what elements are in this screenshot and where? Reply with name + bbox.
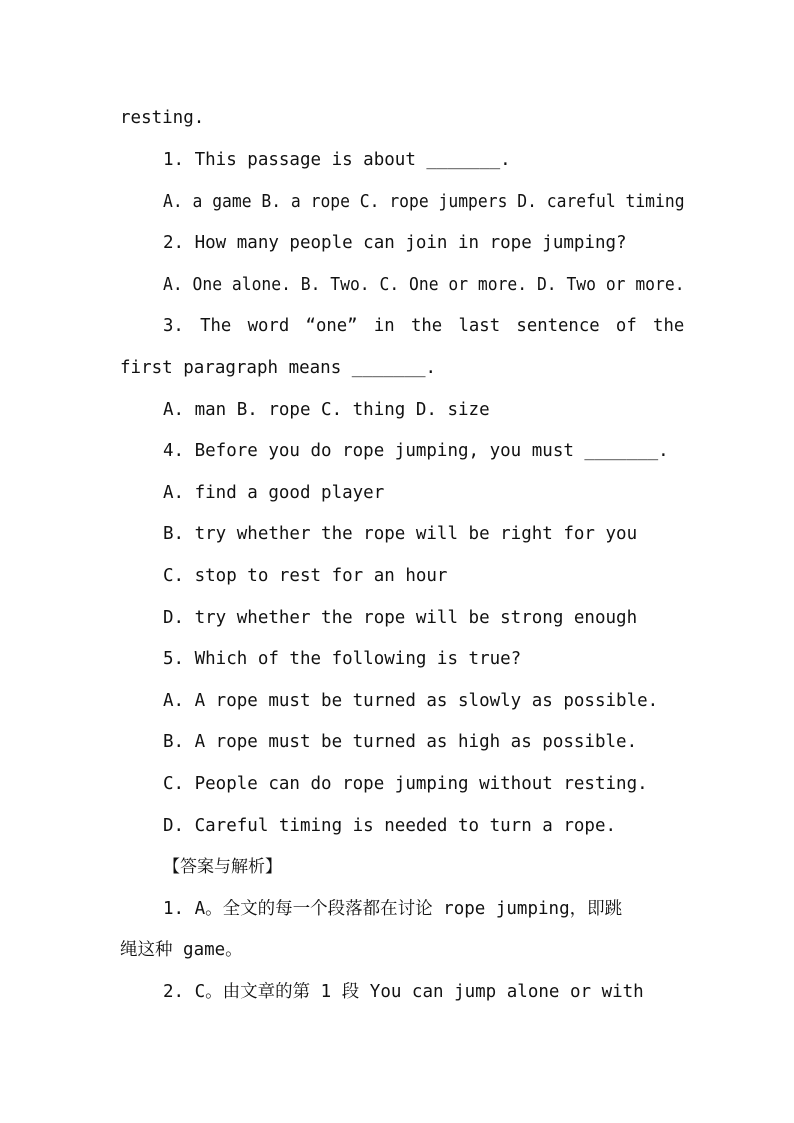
answer-1: 1. A。全文的每一个段落都在讨论 rope jumping，即跳 — [163, 899, 623, 919]
answer-1-continued: 绳这种 game。 — [120, 940, 243, 960]
question-4-option-d: D. try whether the rope will be strong enough — [163, 608, 638, 628]
answer-section-heading: 【答案与解析】 — [163, 857, 282, 877]
question-5-option-b: B. A rope must be turned as high as possible. — [163, 732, 638, 752]
question-5-option-d: D. Careful timing is needed to turn a rope. — [163, 816, 617, 836]
question-4-option-c: C. stop to rest for an hour — [163, 566, 448, 586]
text-line-continuation: resting. — [120, 108, 205, 128]
question-5: 5. Which of the following is true? — [163, 649, 522, 669]
question-4: 4. Before you do rope jumping, you must _______. — [163, 441, 669, 461]
question-2: 2. How many people can join in rope jumping? — [163, 233, 627, 253]
answer-2: 2. C。由文章的第 1 段 You can jump alone or with — [163, 982, 644, 1002]
question-2-options: A. One alone. B. Two. C. One or more. D. Two or more. — [163, 275, 685, 295]
question-4-option-b: B. try whether the rope will be right for you — [163, 524, 638, 544]
question-3: 3. The word “one” in the last sentence of the — [163, 316, 685, 336]
question-5-option-a: A. A rope must be turned as slowly as possible. — [163, 691, 659, 711]
question-1-options: A. a game B. a rope C. rope jumpers D. careful timing — [163, 192, 685, 212]
question-3-continued: first paragraph means _______. — [120, 358, 437, 378]
question-3-options: A. man B. rope C. thing D. size — [163, 400, 490, 420]
question-4-option-a: A. find a good player — [163, 483, 385, 503]
question-1: 1. This passage is about _______. — [163, 150, 511, 170]
question-5-option-c: C. People can do rope jumping without resting. — [163, 774, 648, 794]
